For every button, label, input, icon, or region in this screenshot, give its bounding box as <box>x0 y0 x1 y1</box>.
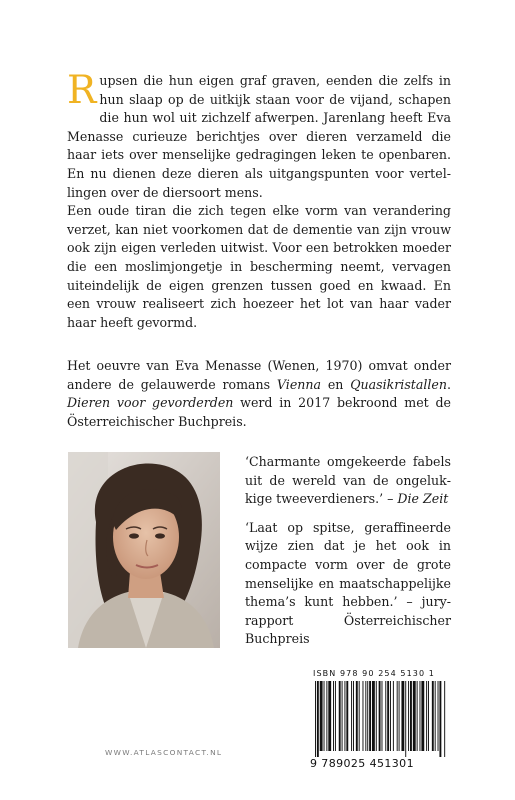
barcode-bar <box>438 681 439 751</box>
quote-jury-report <box>245 519 451 649</box>
barcode-bar <box>359 681 360 751</box>
isbn-digits: 9 789025 451301 <box>310 757 414 770</box>
publisher-website: WWW.ATLASCONTACT.NL <box>105 748 223 757</box>
barcode-bar <box>363 681 364 751</box>
barcode-bar <box>317 681 319 757</box>
drop-cap: R <box>67 68 97 113</box>
barcode-bar <box>376 681 377 751</box>
barcode-bar <box>410 681 412 751</box>
barcode-bar <box>428 681 429 751</box>
barcode-bar <box>320 681 323 751</box>
barcode-bar <box>351 681 352 751</box>
barcode-bar <box>369 681 371 751</box>
bio-text-4: werd in 2017 bekroond met de Österreichischer Buchpreis. <box>67 395 452 429</box>
barcode-bar <box>421 681 424 751</box>
blurb-paragraph-1-text: upsen die hun eigen graf graven, eenden die zelfs in hun slaap op de uitkijk staan voor de vijand, schapen die hun wol uit zichzelf afwerpen. Jarenlang heeft Eva Menasse curieuze berichtjes over dieren verzameld die haar iets over menselijke gedragingen leken te openbaren. En nu dienen deze dieren als uitgangspunten voor vertellingen over de diersoort mens. <box>67 73 451 200</box>
barcode-bar <box>390 681 391 751</box>
barcode-bar <box>342 681 343 751</box>
barcode-bar <box>413 681 416 751</box>
barcode-bar <box>385 681 386 751</box>
bio-text-2: en <box>321 376 351 392</box>
barcode-bar <box>353 681 354 751</box>
barcode-bar <box>379 681 381 751</box>
barcode-bar <box>346 681 348 751</box>
barcode-bar <box>339 681 341 751</box>
barcode-bar <box>435 681 436 751</box>
blurb-paragraph-1 <box>67 68 451 202</box>
barcode-bar <box>328 681 331 751</box>
barcode-image <box>313 681 449 757</box>
author-bio-paragraph <box>67 357 451 431</box>
blurb-paragraph-2: Een oude tiran die zich tegen elke vorm van verandering verzet, kan niet voorkomen dat de dementie van zijn vrouw ook zijn eigen verleden uitwist. Voor een betrokken moeder die een moslimjongetje in bescherming neemt, vervagen uiteindelijk de eigen grenzen tussen goed en kwaad. En een vrouw realiseert zich hoezeer het lot van haar vader haar heeft gevormd. <box>67 203 451 330</box>
quote-1-text: ‘Charmante omgekeerde fabels uit de wereld van de ongelukkige tweeverdieners.’ – <box>245 454 451 507</box>
barcode-bar <box>324 681 325 751</box>
barcode-bar <box>356 681 358 751</box>
barcode-bar <box>420 681 421 751</box>
barcode-bar <box>444 681 445 757</box>
barcode-bar <box>432 681 434 751</box>
barcode-bar <box>405 681 406 757</box>
barcode-bar <box>382 681 383 751</box>
barcode-bar <box>397 681 398 751</box>
quote-die-zeit <box>245 453 451 509</box>
author-portrait-image <box>68 452 220 648</box>
barcode-bar <box>335 681 336 751</box>
blurb <box>67 68 451 332</box>
barcode-bar <box>315 681 316 757</box>
barcode-bar <box>372 681 375 751</box>
isbn-label: ISBN 978 90 254 5130 1 <box>313 669 435 678</box>
barcode-bar <box>426 681 427 751</box>
bio-title-quasikristallen: Quasikristallen <box>350 376 447 392</box>
barcode-bar <box>367 681 368 751</box>
bio-title-dieren: Dieren voor gevorderden <box>67 395 234 411</box>
quote-2-text: ‘Laat op spitse, geraffineerde wijze zien dat je het ook in compacte vorm over de grote menselijke en maatschappelijke thema’s kunt hebben.’ – juryrapport Österreichischer Buchpreis <box>245 519 451 647</box>
barcode-bar <box>333 681 334 751</box>
barcode-bar <box>326 681 327 751</box>
barcode-bar <box>439 681 441 757</box>
barcode-bar <box>399 681 400 751</box>
quote-1-source: Die Zeit <box>397 491 449 507</box>
review-quotes <box>245 453 451 659</box>
barcode-bar <box>408 681 409 751</box>
barcode-bar <box>387 681 389 751</box>
bio-title-vienna: Vienna <box>276 376 322 392</box>
barcode-bar <box>393 681 394 751</box>
barcode-bar <box>417 681 418 751</box>
bio-text-3: . <box>446 376 451 392</box>
isbn-barcode-block <box>310 664 452 771</box>
bio-text-1: Het oeuvre van Eva Menasse (Wenen, 1970) omvat onder andere de gelauwerde romans <box>67 358 451 392</box>
barcode-bar <box>365 681 366 751</box>
author-photo <box>68 452 220 648</box>
barcode-bar <box>344 681 345 751</box>
author-bio <box>67 357 451 431</box>
barcode-bar <box>401 681 404 751</box>
